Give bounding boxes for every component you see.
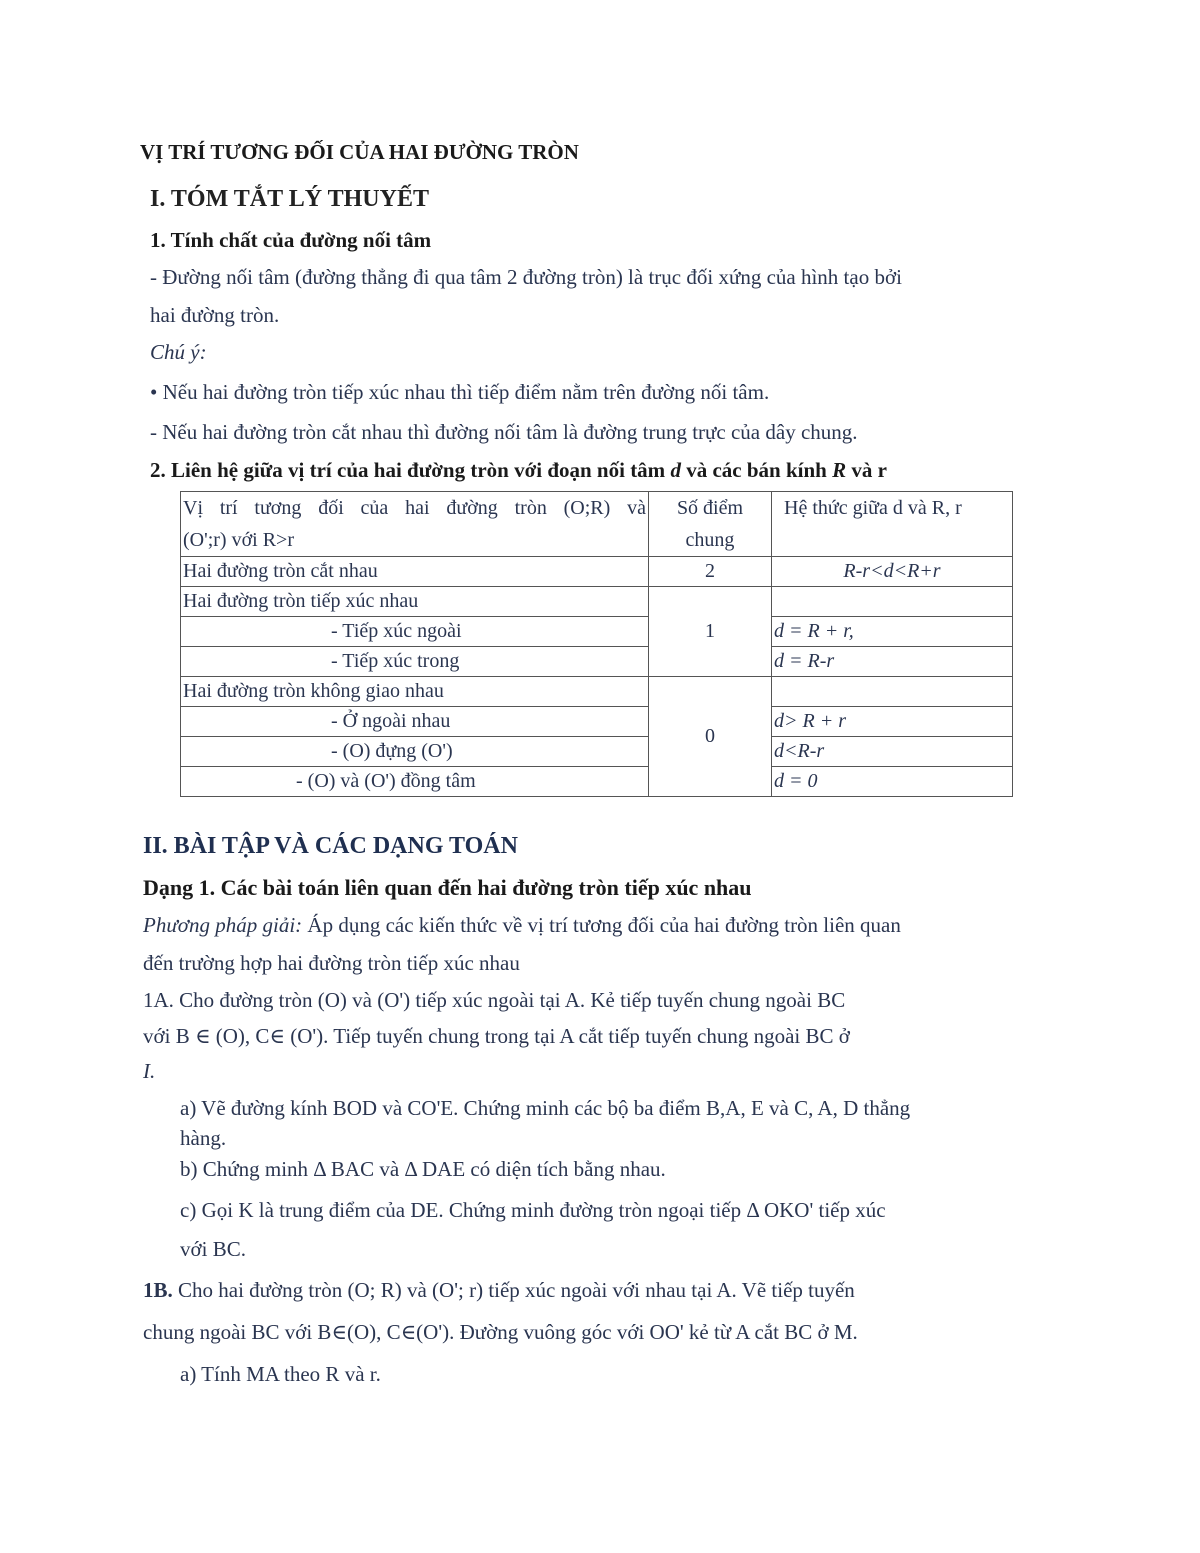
subheading-property: 1. Tính chất của đường nối tâm	[150, 228, 432, 252]
cell-position: - Tiếp xúc trong	[181, 647, 649, 677]
header-position	[181, 492, 649, 557]
header-relation	[772, 492, 1013, 557]
exercise-1a-part-b: b) Chứng minh Δ BAC và Δ DAE có diện tích bằng nhau.	[180, 1157, 666, 1181]
header-text: Vị trí tương đối của hai đường tròn (O;R) và	[183, 497, 646, 519]
section-heading-exercises: II. BÀI TẬP VÀ CÁC DẠNG TOÁN	[143, 833, 518, 859]
relation-table	[180, 491, 1013, 797]
subheading-dang1: Dạng 1. Các bài toán liên quan đến hai đường tròn tiếp xúc nhau	[143, 875, 752, 900]
method-line: đến trường hợp hai đường tròn tiếp xúc nhau	[143, 951, 520, 975]
cell-position: Hai đường tròn không giao nhau	[181, 677, 649, 707]
exercise-1a-line: 1A. Cho đường tròn (O) và (O') tiếp xúc ngoài tại A. Kẻ tiếp tuyến chung ngoài BC	[143, 988, 846, 1012]
header-text: Hệ thức giữa d và R, r	[784, 497, 962, 519]
subheading-relation	[150, 458, 887, 483]
exercise-1a-part-a: hàng.	[180, 1126, 227, 1150]
symbol-d: d	[670, 458, 681, 482]
cell-relation: d = 0	[772, 767, 1013, 797]
cell-count: 2	[649, 557, 772, 587]
table-row	[181, 647, 1013, 677]
table-header-row	[181, 492, 1013, 557]
table-row	[181, 677, 1013, 707]
table-row	[181, 587, 1013, 617]
exercise-1a-part-c: c) Gọi K là trung điểm của DE. Chứng minh đường tròn ngoại tiếp Δ OKO' tiếp xúc	[180, 1198, 886, 1222]
subheading-text: 2. Liên hệ giữa vị trí của hai đường tròn với đoạn nối tâm	[150, 458, 671, 482]
header-text: chung	[685, 529, 735, 551]
cell-relation: d<R-r	[772, 737, 1013, 767]
cell-relation	[772, 677, 1013, 707]
table-row	[181, 617, 1013, 647]
cell-count: 0	[649, 677, 772, 797]
paragraph-line: - Đường nối tâm (đường thẳng đi qua tâm 2 đường tròn) là trục đối xứng của hình tạo bởi	[150, 265, 902, 289]
method-label: Phương pháp giải:	[143, 913, 303, 937]
subheading-text: và các bán kính	[680, 458, 833, 482]
exercise-1b-line: chung ngoài BC với B∈(O), C∈(O'). Đường vuông góc với OO' kẻ từ A cắt BC ở M.	[143, 1320, 858, 1344]
exercise-1b-label: 1B.	[143, 1278, 173, 1302]
cell-position: - (O) và (O') đồng tâm	[181, 767, 649, 797]
header-text: Số điểm	[676, 497, 744, 519]
exercise-1b-part-a: a) Tính MA theo R và r.	[180, 1362, 381, 1386]
cell-position: - Ở ngoài nhau	[181, 707, 649, 737]
header-count	[649, 492, 772, 557]
cell-relation: R-r<d<R+r	[772, 557, 1013, 587]
table-row	[181, 707, 1013, 737]
symbol-R: R	[832, 458, 847, 482]
page-title: VỊ TRÍ TƯƠNG ĐỐI CỦA HAI ĐƯỜNG TRÒN	[140, 140, 579, 164]
cell-position: - (O) đựng (O')	[181, 737, 649, 767]
exercise-1a-part-c: với BC.	[180, 1237, 246, 1261]
section-heading-theory: I. TÓM TẮT LÝ THUYẾT	[150, 186, 429, 212]
table-row	[181, 557, 1013, 587]
method-text: Áp dụng các kiến thức về vị trí tương đối của hai đường tròn liên quan	[302, 913, 901, 937]
cell-relation: d = R-r	[772, 647, 1013, 677]
exercise-1a-part-a: a) Vẽ đường kính BOD và CO'E. Chứng minh các bộ ba điểm B,A, E và C, A, D thẳng	[180, 1096, 911, 1120]
cell-position: Hai đường tròn cắt nhau	[181, 557, 649, 587]
method-line	[143, 913, 901, 938]
note-label: Chú ý:	[150, 340, 207, 364]
exercise-1b-text: Cho hai đường tròn (O; R) và (O'; r) tiếp xúc ngoài với nhau tại A. Vẽ tiếp tuyến	[172, 1278, 855, 1302]
table-row	[181, 767, 1013, 797]
exercise-1a-line: với B ∈ (O), C∈ (O'). Tiếp tuyến chung trong tại A cắt tiếp tuyến chung ngoài BC ở	[143, 1024, 850, 1048]
header-text: (O';r) với R>r	[183, 529, 294, 551]
table-row	[181, 737, 1013, 767]
note-bullet: - Nếu hai đường tròn cắt nhau thì đường nối tâm là đường trung trực của dây chung.	[150, 420, 858, 444]
cell-position: Hai đường tròn tiếp xúc nhau	[181, 587, 649, 617]
cell-relation	[772, 587, 1013, 617]
paragraph-line: hai đường tròn.	[150, 303, 280, 327]
exercise-1b-line	[143, 1278, 855, 1303]
exercise-1a-line: I.	[143, 1059, 156, 1083]
cell-count: 1	[649, 587, 772, 677]
note-bullet: • Nếu hai đường tròn tiếp xúc nhau thì tiếp điểm nằm trên đường nối tâm.	[150, 380, 770, 404]
cell-position: - Tiếp xúc ngoài	[181, 617, 649, 647]
cell-relation: d> R + r	[772, 707, 1013, 737]
cell-relation: d = R + r,	[772, 617, 1013, 647]
subheading-text: và r	[846, 458, 887, 482]
